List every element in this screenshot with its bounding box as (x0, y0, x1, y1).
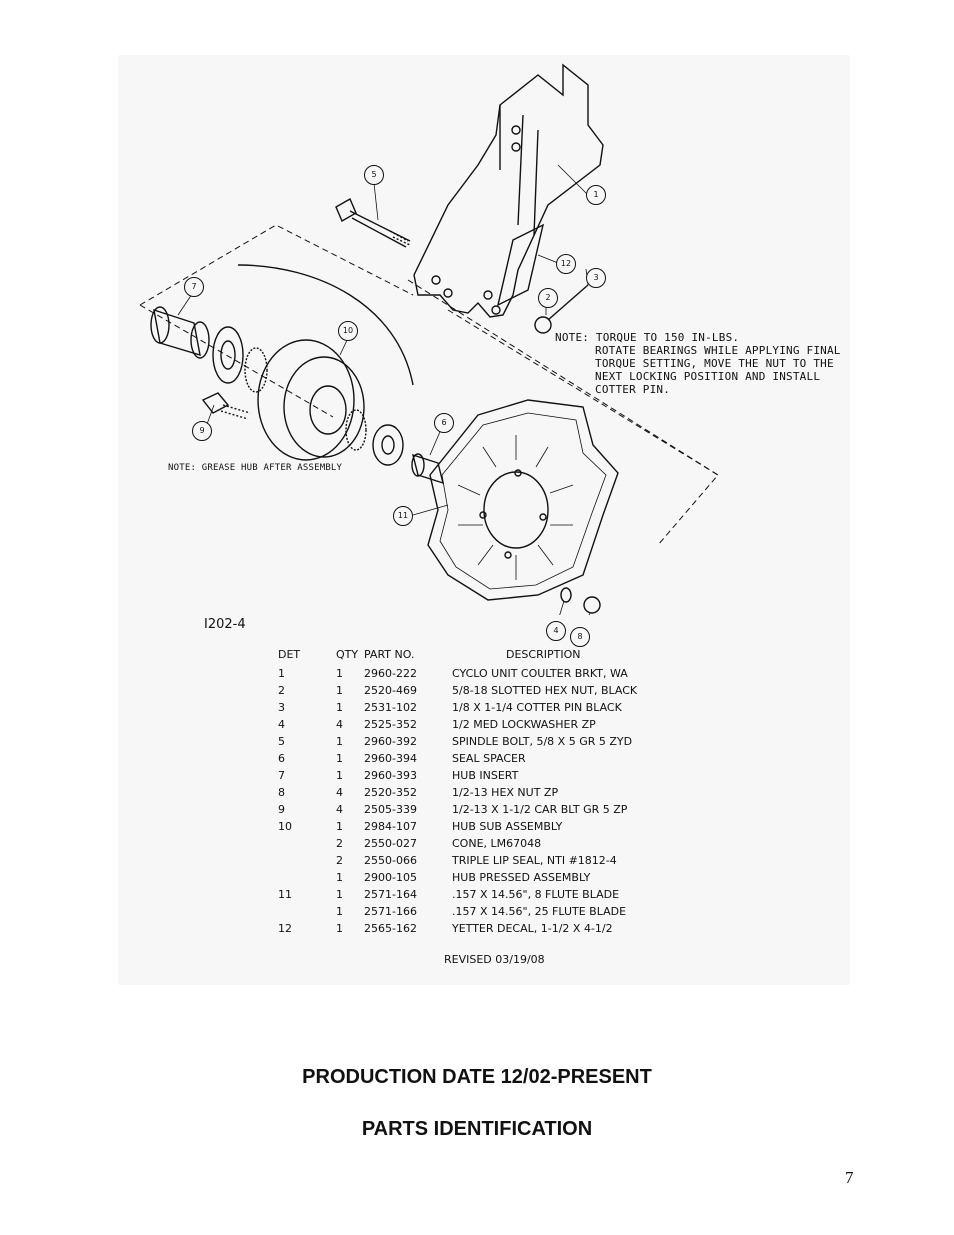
cell-part-no: 2525-352 (364, 718, 417, 731)
cell-description: CYCLO UNIT COULTER BRKT, WA (452, 667, 628, 680)
table-row (268, 735, 746, 752)
table-row (268, 888, 746, 905)
torque-note-line-4: NEXT LOCKING POSITION AND INSTALL (595, 370, 821, 383)
cell-description: SPINDLE BOLT, 5/8 X 5 GR 5 ZYD (452, 735, 633, 748)
cell-part-no: 2960-394 (364, 752, 417, 765)
cell-description: 1/2 MED LOCKWASHER ZP (452, 718, 596, 731)
grease-note: NOTE: GREASE HUB AFTER ASSEMBLY (168, 463, 343, 473)
exploded-view-drawing (118, 55, 850, 615)
cell-det (268, 854, 336, 871)
header-description: DESCRIPTION (506, 647, 581, 661)
section-title: PARTS IDENTIFICATION (361, 1118, 593, 1140)
cell-det: 9 (278, 803, 285, 816)
revised-date: REVISED 03/19/08 (444, 953, 545, 966)
callout-3: 3 (586, 268, 606, 288)
table-header-row (268, 647, 746, 667)
callout-1: 1 (586, 185, 606, 205)
table-row (268, 752, 746, 769)
cell-qty: 1 (336, 735, 343, 748)
cell-det: 1 (278, 667, 285, 680)
cell-description: HUB SUB ASSEMBLY (452, 820, 563, 833)
cell-det: 10 (278, 820, 292, 833)
cell-description: CONE, LM67048 (452, 837, 542, 850)
table-row (268, 786, 746, 803)
header-qty: QTY (336, 647, 359, 661)
cell-description: HUB INSERT (452, 769, 519, 782)
cell-det (268, 837, 336, 854)
cell-description: 1/2-13 X 1-1/2 CAR BLT GR 5 ZP (452, 803, 628, 816)
table-row (268, 769, 746, 786)
cell-part-no: 2550-027 (364, 837, 417, 850)
model-number: I202-4 (204, 617, 246, 632)
header-part-no: PART NO. (364, 647, 415, 661)
callout-10: 10 (338, 321, 358, 341)
hub-outline (258, 340, 354, 460)
table-row (268, 684, 746, 701)
cell-qty: 1 (336, 820, 343, 833)
cell-qty: 4 (336, 718, 343, 731)
cell-part-no: 2960-393 (364, 769, 417, 782)
cell-qty: 4 (336, 803, 343, 816)
cell-det: 2 (278, 684, 285, 697)
cell-description: .157 X 14.56", 25 FLUTE BLADE (452, 905, 627, 918)
cell-det: 6 (278, 752, 285, 765)
cell-qty: 2 (336, 837, 343, 850)
cell-part-no: 2900-105 (364, 871, 417, 884)
table-row (268, 837, 746, 854)
cell-qty: 2 (336, 854, 343, 867)
callout-12: 12 (556, 254, 576, 274)
cell-part-no: 2505-339 (364, 803, 417, 816)
cell-qty: 1 (336, 667, 343, 680)
cell-qty: 1 (336, 701, 343, 714)
cell-part-no: 2571-164 (364, 888, 417, 901)
table-row (268, 922, 746, 939)
cell-qty: 1 (336, 752, 343, 765)
cell-qty: 1 (336, 769, 343, 782)
cell-part-no: 2520-352 (364, 786, 417, 799)
cell-part-no: 2565-162 (364, 922, 417, 935)
cell-det (268, 905, 336, 922)
cell-part-no: 2531-102 (364, 701, 417, 714)
table-row (268, 803, 746, 820)
cell-det: 11 (278, 888, 292, 901)
cell-qty: 1 (336, 684, 343, 697)
callout-8: 8 (570, 627, 590, 647)
callout-2: 2 (538, 288, 558, 308)
cell-det (268, 871, 336, 888)
table-row (268, 871, 746, 888)
cell-qty: 1 (336, 888, 343, 901)
callout-6: 6 (434, 413, 454, 433)
table-row (268, 905, 746, 922)
cell-part-no: 2571-166 (364, 905, 417, 918)
cell-description: SEAL SPACER (452, 752, 526, 765)
parts-table (268, 647, 746, 939)
cell-part-no: 2984-107 (364, 820, 417, 833)
callout-4: 4 (546, 621, 566, 641)
callout-9: 9 (192, 421, 212, 441)
cell-qty: 1 (336, 871, 343, 884)
torque-note-line-5: COTTER PIN. (595, 383, 671, 396)
table-row (268, 667, 746, 684)
cell-part-no: 2550-066 (364, 854, 417, 867)
cell-part-no: 2960-392 (364, 735, 417, 748)
cell-qty: 1 (336, 922, 343, 935)
cell-description: 1/2-13 HEX NUT ZP (452, 786, 559, 799)
coulter-blade (428, 400, 618, 600)
production-date: PRODUCTION DATE 12/02-PRESENT (302, 1066, 652, 1088)
cell-det: 4 (278, 718, 285, 731)
table-row (268, 701, 746, 718)
torque-note-line-1: NOTE: TORQUE TO 150 IN-LBS. (555, 331, 740, 344)
cell-part-no: 2520-469 (364, 684, 417, 697)
callout-7: 7 (184, 277, 204, 297)
callout-5: 5 (364, 165, 384, 185)
cell-description: HUB PRESSED ASSEMBLY (452, 871, 591, 884)
torque-note-line-2: ROTATE BEARINGS WHILE APPLYING FINAL (595, 344, 841, 357)
table-row (268, 718, 746, 735)
cell-description: .157 X 14.56", 8 FLUTE BLADE (452, 888, 620, 901)
cell-qty: 4 (336, 786, 343, 799)
cell-det: 8 (278, 786, 285, 799)
callout-11: 11 (393, 506, 413, 526)
cell-det: 3 (278, 701, 285, 714)
table-row (268, 820, 746, 837)
torque-note-line-3: TORQUE SETTING, MOVE THE NUT TO THE (595, 357, 834, 370)
cell-qty: 1 (336, 905, 343, 918)
cell-det: 12 (278, 922, 292, 935)
cell-part-no: 2960-222 (364, 667, 417, 680)
parts-diagram (118, 55, 850, 985)
cell-description: TRIPLE LIP SEAL, NTI #1812-4 (452, 854, 617, 867)
header-det: DET (278, 647, 301, 661)
cell-description: YETTER DECAL, 1-1/2 X 4-1/2 (452, 922, 613, 935)
page-number: 7 (845, 1168, 854, 1187)
cell-det: 5 (278, 735, 285, 748)
coulter-bracket (414, 65, 603, 317)
cell-det: 7 (278, 769, 285, 782)
table-row (268, 854, 746, 871)
cell-description: 1/8 X 1-1/4 COTTER PIN BLACK (452, 701, 622, 714)
cell-description: 5/8-18 SLOTTED HEX NUT, BLACK (452, 684, 638, 697)
